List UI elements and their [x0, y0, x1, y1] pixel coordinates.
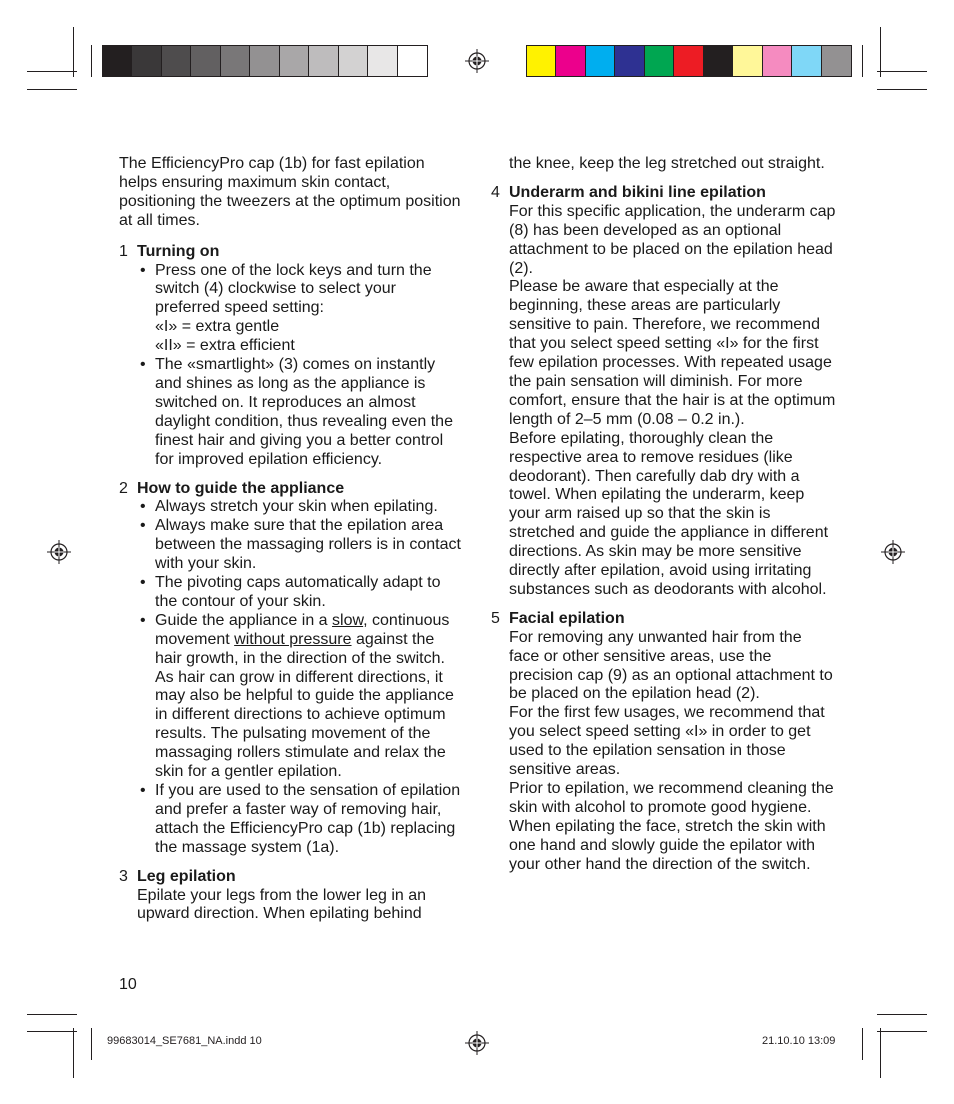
- leg-epilation-continued: [491, 155, 836, 174]
- crop-mark: [862, 45, 863, 77]
- guide-text-a: Guide the appliance in a: [155, 611, 333, 629]
- guide-text-c: against the hair growth, in the direction of the switch. As hair can grow in different directions, it may also be helpful to guide the appliance in different directions to achieve optimum results. The pulsating movement of the massaging rollers stimulate and relax the skin for a gentler epilation.: [155, 630, 454, 781]
- list-item: [137, 356, 464, 469]
- color-swatch: [398, 46, 427, 76]
- left-column: [119, 155, 464, 934]
- bullet-icon: •: [140, 782, 146, 799]
- speed-setting-2: «II» = extra efficient: [155, 337, 295, 355]
- crop-mark: [73, 1028, 74, 1078]
- color-swatch: [733, 46, 762, 76]
- bullet-icon: •: [140, 574, 146, 592]
- section-number: 1: [119, 242, 128, 260]
- color-swatch: [645, 46, 674, 76]
- section-leg-epilation: [119, 868, 464, 925]
- bullet-icon: •: [140, 517, 146, 535]
- list-item-text: Press one of the lock keys and turn the switch (4) clockwise to select your preferred speed setting:: [155, 261, 432, 317]
- section-heading: Turning on: [137, 242, 220, 260]
- color-swatch: [309, 46, 338, 76]
- slug-filename: 99683014_SE7681_NA.indd 10: [107, 1035, 262, 1047]
- color-swatch: [704, 46, 733, 76]
- crop-mark: [862, 1028, 863, 1060]
- section-facial-epilation: [491, 610, 836, 875]
- guide-text-b: , continuous movement: [155, 611, 450, 648]
- color-swatch: [162, 46, 191, 76]
- color-swatch: [586, 46, 615, 76]
- crop-mark: [27, 71, 77, 72]
- bullet-icon: •: [140, 261, 146, 279]
- color-swatch: [792, 46, 821, 76]
- bullet-list: [137, 498, 464, 857]
- crop-mark: [880, 27, 881, 77]
- color-swatch: [822, 46, 851, 76]
- list-item-text: If you are used to the sensation of epilation and prefer a faster way of removing hair, attach the EfficiencyPro cap (1b) replacing the massage system (1a).: [155, 782, 461, 856]
- section-paragraph: For this specific application, the underarm cap (8) has been developed as an optional attachment to be placed on the epilation head (2).: [509, 202, 836, 277]
- section-heading: How to guide the appliance: [137, 479, 345, 497]
- list-item: [137, 517, 464, 574]
- speed-setting-1: «I» = extra gentle: [155, 318, 280, 336]
- color-swatch: [280, 46, 309, 76]
- section-paragraph: When epilating the face, stretch the skin with one hand and slowly guide the epilator with your other hand the direction of the switch.: [509, 817, 826, 873]
- list-item-text: The «smartlight» (3) comes on instantly and shines as long as the appliance is switched on. It reproduces an almost daylight condition, thus revealing even the finest hair and giving you a better control for improved epilation efficiency.: [155, 356, 453, 468]
- underlined-slow: slow: [332, 611, 364, 629]
- color-swatch: [615, 46, 644, 76]
- section-turning-on: [119, 243, 464, 470]
- section-heading: Underarm and bikini line epilation: [509, 183, 766, 201]
- list-item: [137, 262, 464, 357]
- list-item: [137, 782, 464, 858]
- section-paragraph: Before epilating, thoroughly clean the respective area to remove residues (like deodorant). Then carefully dab dry with a towel. When epilating the underarm, keep your arm raised up so that the skin is stretched and guide the appliance in different directions. As skin may be more sensitive directly after epilation, avoid using irritating substances such as deodorants with alcohol.: [509, 429, 829, 598]
- section-number: 2: [119, 479, 128, 497]
- section-paragraph: Please be aware that especially at the beginning, these areas are particularly sensitive to pain. Therefore, we recommend that you select speed setting «I» for the first few epilation processes. With repeated usage the pain sensation will diminish. For more comfort, ensure that the hair is at the optimum length of 2–5 mm (0.08 – 0.2 in.).: [509, 278, 836, 428]
- right-column: [491, 155, 836, 885]
- color-swatch: [763, 46, 792, 76]
- list-item-text: Always stretch your skin when epilating.: [155, 498, 438, 516]
- crop-mark: [73, 27, 74, 77]
- color-swatch: [527, 46, 556, 76]
- color-swatch: [191, 46, 220, 76]
- list-item: [137, 612, 464, 782]
- crop-mark: [877, 1031, 927, 1032]
- list-item-text: The pivoting caps automatically adapt to the contour of your skin.: [155, 574, 441, 610]
- underlined-without-pressure: without pressure: [234, 630, 352, 648]
- color-swatch: [339, 46, 368, 76]
- color-swatch: [221, 46, 250, 76]
- registration-mark-icon: [47, 540, 71, 564]
- color-swatch: [674, 46, 703, 76]
- section-body: Epilate your legs from the lower leg in an upward direction. When epilating behind: [137, 886, 427, 923]
- crop-mark: [91, 45, 92, 77]
- color-swatch: [132, 46, 161, 76]
- section-underarm-bikini: [491, 184, 836, 600]
- section-heading: Facial epilation: [509, 609, 625, 627]
- section-body: the knee, keep the leg stretched out straight.: [509, 155, 825, 172]
- crop-mark: [877, 89, 927, 90]
- section-paragraph: For the first few usages, we recommend that you select speed setting «I» in order to get used to the epilation sensation in those sensitive areas.: [509, 704, 825, 779]
- list-item: [137, 498, 464, 517]
- crop-mark: [880, 1028, 881, 1078]
- registration-mark-icon: [881, 540, 905, 564]
- page-number: 10: [119, 976, 137, 993]
- color-swatch: [250, 46, 279, 76]
- bullet-icon: •: [140, 498, 146, 516]
- crop-mark: [27, 89, 77, 90]
- gray-control-strip: [102, 45, 428, 77]
- registration-mark-icon: [465, 49, 489, 73]
- crop-mark: [27, 1031, 77, 1032]
- color-swatch: [103, 46, 132, 76]
- section-paragraph: Prior to epilation, we recommend cleaning the skin with alcohol to promote good hygiene.: [509, 780, 834, 816]
- section-number: 5: [491, 609, 500, 627]
- list-item: [137, 574, 464, 612]
- section-heading: Leg epilation: [137, 867, 236, 885]
- bullet-list: [137, 262, 464, 470]
- intro-paragraph: The EfficiencyPro cap (1b) for fast epilation helps ensuring maximum skin contact, positioning the tweezers at the optimum position at all times.: [119, 155, 461, 229]
- bullet-icon: •: [140, 356, 146, 374]
- slug-datetime: 21.10.10 13:09: [762, 1035, 836, 1047]
- section-number: 4: [491, 183, 500, 201]
- section-paragraph: For removing any unwanted hair from the face or other sensitive areas, use the precision cap (9) as an optional attachment to be placed on the epilation head (2).: [509, 628, 833, 703]
- section-guide-appliance: [119, 480, 464, 858]
- list-item-text: Always make sure that the epilation area between the massaging rollers is in contact with your skin.: [155, 517, 461, 573]
- bullet-icon: •: [140, 611, 146, 629]
- crop-mark: [91, 1028, 92, 1060]
- crop-mark: [877, 1014, 927, 1015]
- color-swatch: [556, 46, 585, 76]
- section-number: 3: [119, 867, 128, 885]
- color-swatch: [368, 46, 397, 76]
- crop-mark: [877, 71, 927, 72]
- registration-mark-icon: [465, 1031, 489, 1055]
- crop-mark: [27, 1014, 77, 1015]
- color-control-strip: [526, 45, 852, 77]
